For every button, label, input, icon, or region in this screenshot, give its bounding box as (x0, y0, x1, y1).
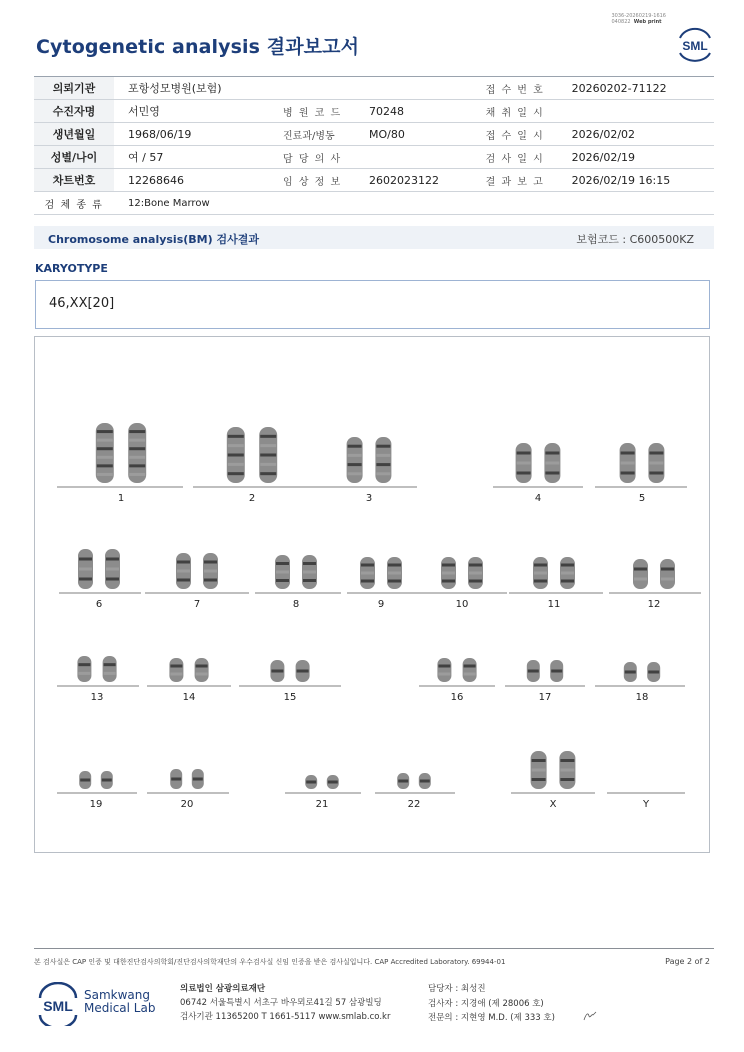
sml-logo-text: SML (682, 39, 708, 53)
chromosome-band (361, 564, 374, 567)
org-address: 06742 서울특별시 서초구 바우뫼로41길 57 삼광빌딩 (180, 998, 382, 1008)
chromosome-band (561, 580, 574, 583)
chromosome-band (276, 562, 289, 565)
chromosome-band (438, 673, 450, 676)
info-label: 수진자명 (34, 100, 114, 123)
specimen-value: 12:Bone Marrow (114, 192, 714, 215)
chromosome (77, 656, 91, 682)
chromosome-band (361, 572, 374, 575)
chromosome-band (78, 663, 90, 666)
certification-note: 본 검사실은 CAP 인증 및 대한진단검사의학회/진단검사의학재단의 우수검사실 신임 인증을 받은 검사실입니다. CAP Accredited Laboratory. 69944-01 (34, 958, 506, 966)
chromosome-band (517, 472, 531, 475)
chromosome-band (328, 781, 338, 784)
chromosome-band (545, 462, 559, 465)
chromosome-pair-Y (607, 793, 685, 810)
info-row (34, 192, 714, 215)
patient-info-table (34, 76, 714, 215)
web-print-label: Web print (633, 19, 662, 25)
chromosome-band (348, 472, 362, 475)
info-value: 2602023122 (355, 169, 472, 192)
chromosome-band (661, 578, 674, 581)
chromosome-band (469, 580, 482, 583)
chromosome-pair-8 (255, 555, 341, 610)
chromosome-band (104, 663, 116, 666)
chromosome-band (388, 572, 401, 575)
chromosome-band (649, 452, 663, 455)
chromosome-band (303, 571, 316, 574)
info-row (34, 77, 714, 100)
chromosome-band (129, 464, 145, 467)
chromosome-band (532, 769, 546, 772)
chromosome-band (517, 462, 531, 465)
chromosome-band (545, 452, 559, 455)
chromosome-pair-21 (285, 775, 361, 810)
info-row (34, 169, 714, 192)
chromosome-band (442, 564, 455, 567)
chromosome-band (129, 473, 145, 476)
chromosome-pair-12 (609, 559, 701, 610)
info-value: 서민영 (114, 100, 269, 123)
chromosome-label: 10 (455, 599, 469, 610)
chromosome-label: 9 (377, 599, 385, 610)
chromosome-band (79, 558, 92, 561)
chromosome-pair-20 (147, 769, 229, 810)
chromosome-label: 20 (180, 799, 194, 810)
chromosome-label: X (549, 799, 557, 810)
info-label: 차트번호 (34, 169, 114, 192)
chromosome-band (560, 778, 574, 781)
chromosome-band (276, 571, 289, 574)
chromosome-band (129, 456, 145, 459)
chromosome-band (177, 570, 190, 573)
chromosome-band (97, 456, 113, 459)
chromosome-band (376, 463, 390, 466)
staff-manager: 담당자 : 최성진 (428, 984, 486, 994)
info-value: 20260202-71122 (558, 77, 714, 100)
info-value: 1968/06/19 (114, 123, 269, 146)
chromosome-band (561, 572, 574, 575)
sml-logo (676, 26, 714, 62)
chromosome-label: Y (642, 799, 650, 810)
chromosome-band (79, 578, 92, 581)
chromosome-band (376, 454, 390, 457)
chromosome-band (106, 558, 119, 561)
chromosome-band (104, 672, 116, 675)
chromosome (437, 658, 451, 682)
chromosome-band (228, 472, 244, 475)
chromosome-band (561, 564, 574, 567)
chromosome-label: 13 (90, 692, 104, 703)
print-meta (611, 13, 666, 25)
chromosome-band (170, 673, 182, 676)
chromosome-band (388, 580, 401, 583)
chromosome-pair-11 (509, 557, 603, 610)
chromosome-pair-7 (145, 553, 249, 610)
info-label: 검 사 일 시 (472, 146, 558, 169)
chromosome-band (551, 670, 562, 673)
staff-tester: 검사자 : 지경애 (제 28006 호) (428, 998, 544, 1009)
chromosome-band (621, 452, 635, 455)
chromosome-label: 4 (534, 493, 542, 504)
insurance-code: 보험코드 : C600500KZ (576, 233, 694, 246)
chromosome-pair-1 (57, 423, 183, 504)
report-title: Cytogenetic analysis 결과보고서 (36, 36, 360, 58)
signature (582, 1010, 598, 1022)
chromosome-pair-16 (419, 658, 495, 703)
info-value: 12268646 (114, 169, 269, 192)
info-value (558, 100, 714, 123)
karyogram-image (35, 337, 711, 854)
chromosome-band (438, 665, 450, 668)
chromosome-label: 1 (117, 493, 125, 504)
info-label: 임 상 정 보 (269, 169, 355, 192)
chromosome (347, 437, 363, 483)
chromosome-band (97, 430, 113, 433)
samkwang-logo (36, 982, 80, 1026)
chromosome-band (303, 579, 316, 582)
chromosome-band (260, 444, 276, 447)
chromosome-band (79, 568, 92, 571)
info-row (34, 146, 714, 169)
info-label: 검 체 종 류 (34, 192, 114, 215)
chromosome-band (80, 779, 90, 782)
staff-specialist: 전문의 : 지현영 M.D. (제 333 호) (428, 1013, 555, 1023)
chromosome-band (97, 439, 113, 442)
chromosome-pair-5 (595, 443, 687, 504)
chromosome-pair-10 (425, 557, 507, 610)
footer-brand (84, 989, 155, 1015)
info-value: 70248 (355, 100, 472, 123)
chromosome-pair-14 (147, 658, 231, 703)
chromosome-band (649, 462, 663, 465)
chromosome-label: 2 (248, 493, 256, 504)
chromosome-pair-3 (323, 437, 417, 504)
chromosome-band (621, 462, 635, 465)
chromosome-pair-2 (193, 427, 323, 504)
chromosome-band (388, 564, 401, 567)
chromosome-band (97, 447, 113, 450)
info-value: 2026/02/19 16:15 (558, 169, 714, 192)
chromosome-label: 5 (638, 493, 646, 504)
chromosome-band (129, 447, 145, 450)
chromosome-band (129, 439, 145, 442)
chromosome-label: 15 (283, 692, 297, 703)
chromosome-band (276, 579, 289, 582)
info-label: 진료과/병동 (269, 123, 355, 146)
chromosome-band (545, 472, 559, 475)
chromosome-pair-17 (505, 660, 585, 703)
chromosome-pair-6 (59, 549, 141, 610)
chromosome-label: 6 (95, 599, 103, 610)
chromosome-pair-9 (347, 557, 425, 610)
chromosome-label: 19 (89, 799, 103, 810)
chromosome-band (204, 570, 217, 573)
info-value: MO/80 (355, 123, 472, 146)
chromosome-label: 7 (193, 599, 201, 610)
chromosome-band (196, 665, 208, 668)
chromosome (195, 658, 209, 682)
chromosome-band (303, 562, 316, 565)
info-value: 여 / 57 (114, 146, 269, 169)
info-label: 접 수 일 시 (472, 123, 558, 146)
chromosome-band (170, 665, 182, 668)
chromosome (375, 437, 391, 483)
chromosome-label: 11 (547, 599, 561, 610)
chromosome-band (260, 472, 276, 475)
chromosome-band (129, 430, 145, 433)
chromosome-band (271, 670, 283, 673)
chromosome-band (661, 568, 674, 571)
chromosome-band (306, 781, 316, 784)
chromosome-pair-15 (239, 660, 341, 703)
info-value: 2026/02/02 (558, 123, 714, 146)
chromosome-pair-X (511, 751, 595, 810)
print-id: 3036-20260219-1616 (611, 13, 666, 19)
chromosome-band (196, 673, 208, 676)
info-label: 결 과 보 고 (472, 169, 558, 192)
chromosome-band (464, 673, 476, 676)
brand-line-2: Medical Lab (84, 1001, 156, 1015)
chromosome-band (177, 561, 190, 564)
chromosome-band (534, 564, 547, 567)
chromosome-band (228, 435, 244, 438)
chromosome-band (78, 672, 90, 675)
info-value (355, 146, 472, 169)
chromosome-label: 14 (182, 692, 196, 703)
chromosome-band (625, 671, 636, 674)
chromosome-band (376, 445, 390, 448)
chromosome-label: 8 (292, 599, 300, 610)
chromosome-band (634, 568, 647, 571)
footer-address (180, 982, 390, 1024)
chromosome-band (260, 435, 276, 438)
info-row (34, 123, 714, 146)
chromosome-band (517, 452, 531, 455)
result-header-bar (34, 226, 714, 249)
chromosome-band (398, 780, 408, 783)
info-label: 병 원 코 드 (269, 100, 355, 123)
info-label: 생년월일 (34, 123, 114, 146)
chromosome (169, 658, 183, 682)
chromosome-pair-18 (595, 662, 685, 703)
info-label: 성별/나이 (34, 146, 114, 169)
footer-staff (428, 982, 555, 1026)
chromosome-band (204, 579, 217, 582)
chromosome-band (442, 580, 455, 583)
chromosome-label: 17 (538, 692, 552, 703)
chromosome-band (469, 572, 482, 575)
chromosome-band (97, 464, 113, 467)
chromosome-pair-4 (493, 443, 583, 504)
chromosome-pair-13 (57, 656, 139, 703)
chromosome-pair-22 (375, 773, 455, 810)
chromosome-band (648, 671, 659, 674)
karyotype-value: 46,XX[20] (49, 296, 115, 311)
chromosome-band (528, 670, 539, 673)
result-title: Chromosome analysis(BM) 검사결과 (48, 233, 259, 246)
org-name: 의료법인 삼광의료재단 (180, 984, 266, 994)
chromosome-band (348, 463, 362, 466)
chromosome-band (532, 778, 546, 781)
chromosome-band (534, 572, 547, 575)
chromosome-band (228, 463, 244, 466)
info-value: 2026/02/19 (558, 146, 714, 169)
chromosome-band (260, 463, 276, 466)
chromosome-band (97, 473, 113, 476)
chromosome-band (106, 578, 119, 581)
print-code: 040822 (611, 19, 631, 25)
karyotype-box (35, 280, 710, 329)
chromosome-band (106, 568, 119, 571)
chromosome-band (193, 778, 203, 781)
chromosome-band (260, 454, 276, 457)
chromosome-band (376, 472, 390, 475)
chromosome-band (442, 572, 455, 575)
chromosome (463, 658, 477, 682)
chromosome-band (621, 472, 635, 475)
chromosome-band (228, 444, 244, 447)
org-contact: 검사기관 11365200 T 1661-5117 www.smlab.co.kr (180, 1012, 391, 1022)
chromosome (633, 559, 648, 589)
info-label: 의뢰기관 (34, 77, 114, 100)
chromosome-band (204, 561, 217, 564)
chromosome-band (464, 665, 476, 668)
chromosome-band (228, 454, 244, 457)
info-label: 채 취 일 시 (472, 100, 558, 123)
chromosome-label: 22 (407, 799, 421, 810)
chromosome-label: 18 (635, 692, 649, 703)
chromosome-band (348, 454, 362, 457)
info-value: 포항성모병원(보험) (114, 77, 472, 100)
info-label: 접 수 번 호 (472, 77, 558, 100)
chromosome-band (560, 769, 574, 772)
chromosome-label: 12 (647, 599, 661, 610)
chromosome-band (348, 445, 362, 448)
chromosome-band (420, 780, 430, 783)
brand-line-1: Samkwang (84, 988, 150, 1002)
chromosome-band (297, 670, 309, 673)
chromosome-label: 16 (450, 692, 464, 703)
karyotype-label: KARYOTYPE (35, 262, 108, 275)
chromosome-band (532, 759, 546, 762)
chromosome-pair-19 (57, 771, 137, 810)
chromosome-label: 3 (365, 493, 373, 504)
chromosome-band (534, 580, 547, 583)
info-row (34, 100, 714, 123)
footer-divider (34, 948, 714, 949)
chromosome-label: 21 (315, 799, 329, 810)
karyogram-panel (34, 336, 710, 853)
chromosome (660, 559, 675, 589)
chromosome-band (649, 472, 663, 475)
chromosome-band (177, 579, 190, 582)
info-label: 담 당 의 사 (269, 146, 355, 169)
chromosome-band (102, 779, 112, 782)
chromosome-band (171, 778, 181, 781)
samkwang-logo-text: SML (43, 998, 73, 1014)
chromosome-band (634, 578, 647, 581)
page-number: Page 2 of 2 (665, 957, 710, 966)
chromosome-band (560, 759, 574, 762)
chromosome (103, 656, 117, 682)
chromosome-band (361, 580, 374, 583)
chromosome-band (469, 564, 482, 567)
